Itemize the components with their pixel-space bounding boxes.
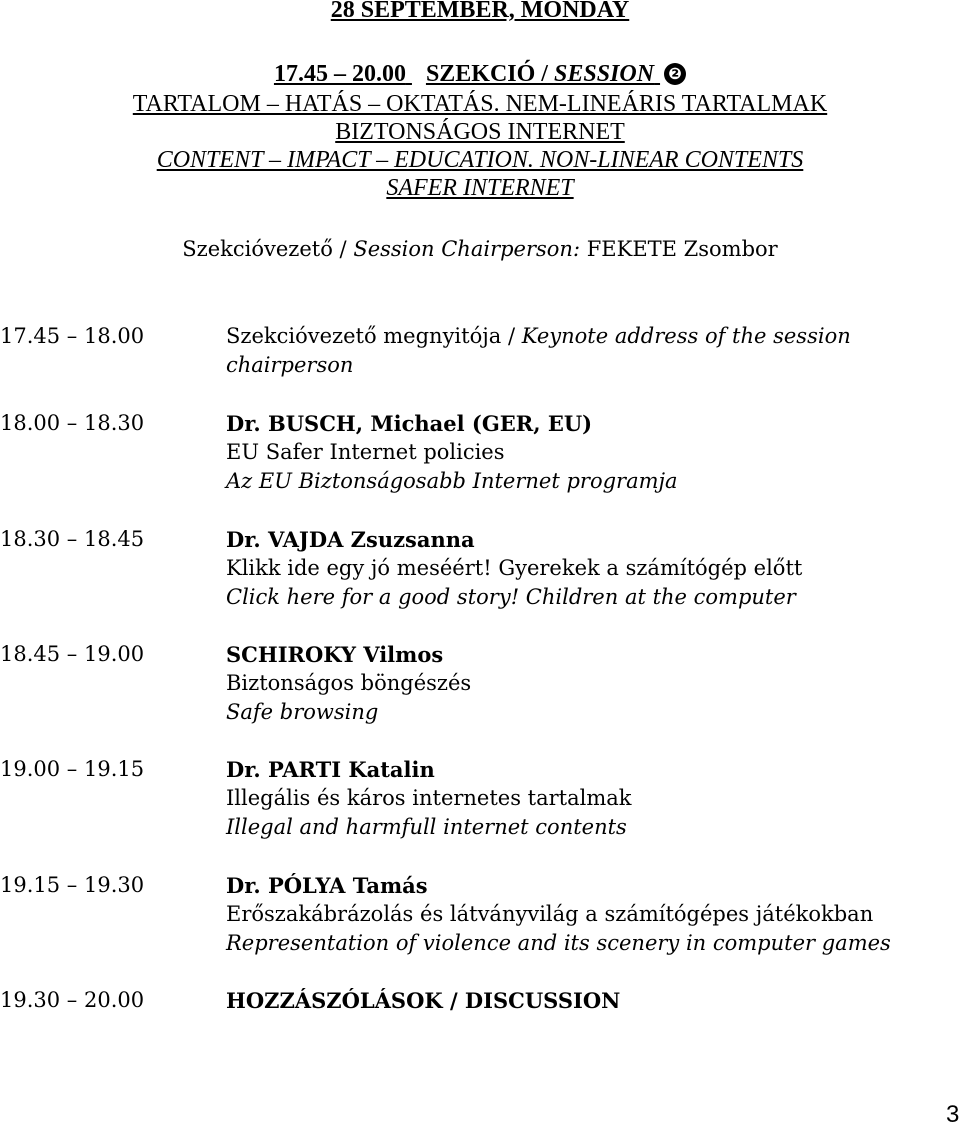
- time-slot: 19.15 – 19.30: [0, 873, 145, 897]
- talk-details: [226, 322, 946, 380]
- talk-details: [226, 525, 946, 612]
- session-label-en: SESSION: [553, 61, 655, 87]
- speaker-name: Dr. VAJDA Zsuzsanna: [226, 527, 475, 552]
- session-title-hu-1: TARTALOM – HATÁS – OKTATÁS. NEM-LINEÁRIS TARTALMAK: [132, 91, 828, 117]
- session-chair: [0, 235, 960, 263]
- session-title-en-1: CONTENT – IMPACT – EDUCATION. NON-LINEAR CONTENTS: [156, 147, 804, 173]
- time-slot: 19.00 – 19.15: [0, 757, 145, 781]
- discussion-label: HOZZÁSZÓLÁSOK / DISCUSSION: [226, 988, 621, 1013]
- session-title-en-2: SAFER INTERNET: [386, 175, 574, 201]
- speaker-name: SCHIROKY Vilmos: [226, 642, 444, 667]
- time-slot: 18.45 – 19.00: [0, 642, 145, 666]
- talk-title: [226, 322, 946, 351]
- talk-title-primary: Illegális és káros internetes tartalmak: [226, 786, 632, 810]
- session-time: 17.45 – 20.00: [273, 61, 406, 87]
- talk-title-secondary: Click here for a good story! Children at the computer: [226, 585, 796, 609]
- chair-name: FEKETE Zsombor: [586, 237, 778, 261]
- talk-title-hu: Szekcióvezető megnyitója /: [226, 324, 516, 348]
- session-title-hu-2: BIZTONSÁGOS INTERNET: [335, 119, 625, 145]
- time-slot: 18.00 – 18.30: [0, 411, 145, 435]
- talk-title-secondary: Az EU Biztonságosabb Internet programja: [226, 469, 678, 493]
- session-heading: [0, 60, 960, 88]
- talk-title-secondary: Representation of violence and its scenery in computer games: [226, 931, 891, 955]
- page-number: 3: [946, 1101, 960, 1128]
- speaker-name: Dr. PÓLYA Tamás: [226, 873, 428, 898]
- talk-title-en-cont: chairperson: [226, 353, 354, 377]
- chair-prefix: Szekcióvezető /: [182, 237, 347, 261]
- time-slot: 18.30 – 18.45: [0, 527, 145, 551]
- talk-title-primary: Biztonságos böngészés: [226, 671, 472, 695]
- talk-details: [226, 871, 946, 958]
- talk-details: [226, 755, 946, 842]
- chair-label-en: Session Chairperson:: [353, 237, 581, 261]
- talk-title-secondary: Illegal and harmfull internet contents: [226, 815, 627, 839]
- talk-details: [226, 986, 946, 1015]
- talk-title-primary: Klikk ide egy jó meséért! Gyerekek a számítógép előtt: [226, 556, 803, 580]
- talk-title-secondary: Safe browsing: [226, 700, 379, 724]
- session-label-hu: SZEKCIÓ /: [425, 61, 548, 87]
- date-heading: 28 SEPTEMBER, MONDAY: [330, 0, 630, 23]
- session-number-badge: ❷: [664, 63, 686, 85]
- speaker-name: Dr. PARTI Katalin: [226, 757, 435, 782]
- talk-title-en: Keynote address of the session: [521, 324, 851, 348]
- time-slot: 17.45 – 18.00: [0, 324, 145, 348]
- time-slot: 19.30 – 20.00: [0, 988, 145, 1012]
- talk-details: [226, 640, 946, 727]
- speaker-name: Dr. BUSCH, Michael (GER, EU): [226, 411, 593, 436]
- talk-title-primary: EU Safer Internet policies: [226, 440, 505, 464]
- talk-details: [226, 409, 946, 496]
- talk-title-primary: Erőszakábrázolás és látványvilág a számítógépes játékokban: [226, 902, 874, 926]
